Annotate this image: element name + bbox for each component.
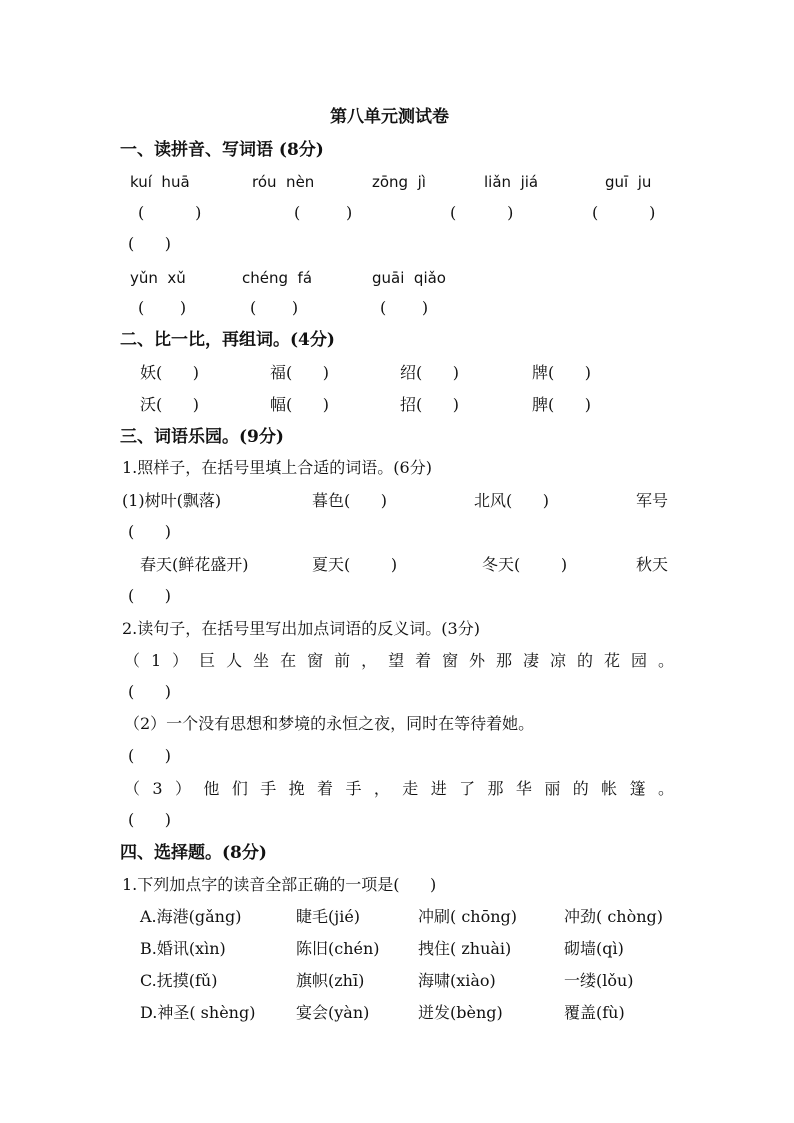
word-item[interactable]: 脾( ) [532,395,592,414]
word-item[interactable]: 幅( ) [270,395,330,414]
section-1-heading: 一、读拼音、写词语 (8分) [120,140,324,160]
option-d[interactable]: D.神圣( shèng) [140,1003,256,1022]
question-4-1: 1.下列加点字的读音全部正确的一项是( ) [122,875,437,894]
answer-blank[interactable]: ( ) [250,298,299,317]
word-item[interactable]: 沃( ) [140,395,200,414]
example-item: 春天(鲜花盛开) [140,555,249,574]
question-3-2: 2.读句子，在括号里写出加点词语的反义词。(3分) [122,619,480,638]
section-3-heading: 三、词语乐园。(9分) [120,427,284,447]
word-item[interactable]: 妖( ) [140,363,200,382]
answer-blank[interactable]: ( ) [128,810,171,829]
option-a-word: 睫毛(jié) [296,907,361,926]
option-c-word: 一缕(lǒu) [564,971,634,990]
word-item[interactable]: 福( ) [270,363,330,382]
sentence-3: （3）他们手挽着手，走进了那华丽的帐篷。 [124,779,674,798]
pinyin-2: róu nèn [252,173,315,191]
page-title: 第八单元测试卷 [330,107,449,127]
answer-blank[interactable]: ( ) [138,203,202,222]
sentence-2: （2）一个没有思想和梦境的永恒之夜，同时在等待着她。 [124,714,535,733]
question-3-1: 1.照样子，在括号里填上合适的词语。(6分) [122,458,432,477]
word-item[interactable]: 牌( ) [532,363,592,382]
option-b-word: 拽住( zhuài) [418,939,512,958]
sentence-1: （1）巨人坐在窗前，望着窗外那凄凉的花园。 [124,651,674,670]
option-b-word: 陈旧(chén) [296,939,380,958]
option-a-word: 冲劲( chòng) [564,907,664,926]
fill-item: 秋天 [636,555,669,574]
fill-item[interactable]: 夏天( ) [312,555,398,574]
section-4-heading: 四、选择题。(8分) [120,843,267,863]
answer-blank[interactable]: ( ) [138,298,187,317]
answer-blank[interactable]: ( ) [128,746,171,765]
option-b[interactable]: B.婚讯(xìn) [140,939,226,958]
answer-blank[interactable]: ( ) [128,234,171,253]
option-a-word: 冲刷( chōng) [418,907,518,926]
option-d-word: 宴会(yàn) [296,1003,370,1022]
fill-item[interactable]: 暮色( ) [312,491,388,510]
answer-blank[interactable]: ( ) [294,203,353,222]
answer-blank[interactable]: ( ) [128,522,171,541]
option-c-word: 海啸(xiào) [418,971,496,990]
section-2-heading: 二、比一比，再组词。(4分) [120,330,335,350]
option-c-word: 旗帜(zhī) [296,971,365,990]
answer-blank[interactable]: ( ) [380,298,429,317]
pinyin-6: yǔn xǔ [130,269,186,287]
word-item[interactable]: 招( ) [400,395,460,414]
pinyin-7: chéng fá [242,269,313,287]
answer-blank[interactable]: ( ) [450,203,514,222]
option-b-word: 砌墙(qì) [564,939,624,958]
pinyin-4: liǎn jiá [484,173,539,191]
answer-blank[interactable]: ( ) [128,586,171,605]
option-c[interactable]: C.抚摸(fǔ) [140,971,218,990]
fill-item[interactable]: 冬天( ) [482,555,568,574]
option-a[interactable]: A.海港(gǎng) [140,907,242,926]
answer-blank[interactable]: ( ) [128,682,171,701]
fill-item[interactable]: 北风( ) [474,491,550,510]
option-d-word: 覆盖(fù) [564,1003,625,1022]
option-d-word: 迸发(bèng) [418,1003,503,1022]
fill-item: 军号 [636,491,669,510]
pinyin-1: kuí huā [130,173,190,191]
pinyin-8: guāi qiǎo [372,269,446,287]
answer-blank[interactable]: ( ) [592,203,656,222]
word-item[interactable]: 绍( ) [400,363,460,382]
pinyin-5: guī ju [605,173,652,191]
example-item: (1)树叶(飘落) [122,491,222,510]
pinyin-3: zōng jì [372,173,426,191]
